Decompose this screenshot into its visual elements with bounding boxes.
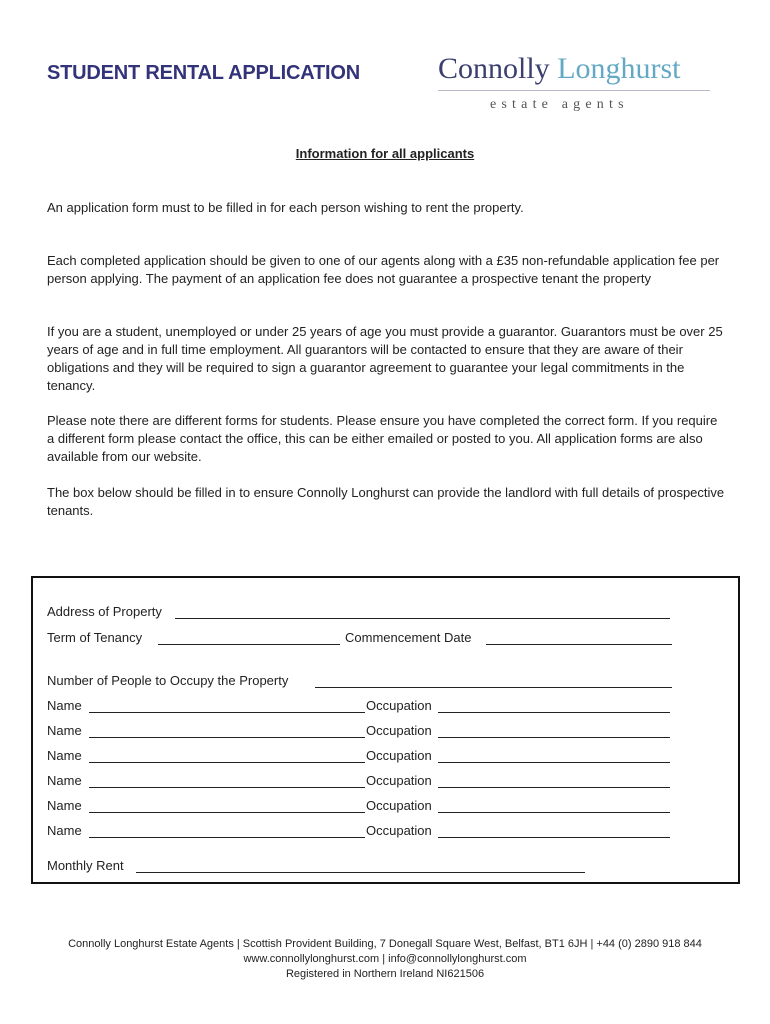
rent-label: Monthly Rent [47, 858, 124, 873]
info-heading: Information for all applicants [295, 146, 475, 161]
logo-word-longhurst: Longhurst [557, 52, 681, 85]
occupation-field-4[interactable] [438, 787, 670, 788]
occupation-label-3: Occupation [366, 748, 432, 763]
info-paragraph-1: An application form must to be filled in for each person wishing to rent the property. [47, 200, 524, 215]
name-field-6[interactable] [89, 837, 365, 838]
occupation-field-5[interactable] [438, 812, 670, 813]
occupation-field-6[interactable] [438, 837, 670, 838]
commencement-label: Commencement Date [345, 630, 472, 645]
logo-word-connolly: Connolly [438, 52, 550, 85]
term-label: Term of Tenancy [47, 630, 143, 645]
people-label: Number of People to Occupy the Property [47, 673, 289, 688]
logo-divider [438, 90, 710, 91]
name-field-5[interactable] [89, 812, 365, 813]
page-footer [0, 937, 770, 982]
occupation-field-1[interactable] [438, 712, 670, 713]
people-field[interactable] [315, 687, 672, 688]
rent-field[interactable] [136, 872, 585, 873]
logo-wordmark [438, 52, 710, 86]
name-field-4[interactable] [89, 787, 365, 788]
info-paragraph-4: Please note there are different forms for students. Please ensure you have completed the correct form. If you require a different form please contact the office, this can be either emailed or posted to you. All application forms are also available from our website. [47, 413, 718, 464]
name-label-4: Name [47, 773, 82, 788]
term-field[interactable] [158, 644, 340, 645]
occupation-label-4: Occupation [366, 773, 432, 788]
occupation-label-6: Occupation [366, 823, 432, 838]
name-label-2: Name [47, 723, 82, 738]
name-label-6: Name [47, 823, 82, 838]
commencement-field[interactable] [486, 644, 672, 645]
address-field[interactable] [175, 618, 670, 619]
name-label-3: Name [47, 748, 82, 763]
name-field-1[interactable] [89, 712, 365, 713]
company-logo [438, 52, 710, 113]
footer-contact: www.connollylonghurst.com | info@connollylonghurst.com [243, 953, 527, 965]
page-title: STUDENT RENTAL APPLICATION [47, 62, 360, 84]
info-paragraph-5: The box below should be filled in to ensure Connolly Longhurst can provide the landlord with full details of prospective tenants. [47, 485, 725, 518]
occupation-label-5: Occupation [366, 798, 432, 813]
occupation-field-2[interactable] [438, 737, 670, 738]
footer-address: Connolly Longhurst Estate Agents | Scottish Provident Building, 7 Donegall Square West, Belfast, BT1 6JH | +44 (0) 2890 918 844 [68, 938, 702, 950]
name-label-1: Name [47, 698, 82, 713]
footer-registration: Registered in Northern Ireland NI621506 [285, 968, 485, 980]
name-label-5: Name [47, 798, 82, 813]
name-field-2[interactable] [89, 737, 365, 738]
occupation-label-2: Occupation [366, 723, 432, 738]
info-paragraph-3: If you are a student, unemployed or under 25 years of age you must provide a guarantor. Guarantors must be over 25 years of age and in full time employment. All guarantors will be contacted to ensure that they are aware of their obligations and they will be required to sign a guarantor agreement to guarantee your legal commitments in the tenancy. [47, 324, 723, 393]
occupation-label-1: Occupation [366, 698, 432, 713]
logo-subtitle: estate agents [490, 97, 629, 112]
name-field-3[interactable] [89, 762, 365, 763]
address-label: Address of Property [47, 604, 162, 619]
occupation-field-3[interactable] [438, 762, 670, 763]
info-paragraph-2: Each completed application should be given to one of our agents along with a £35 non-refundable application fee per person applying. The payment of an application fee does not guarantee a prospective tenant the property [47, 253, 720, 286]
